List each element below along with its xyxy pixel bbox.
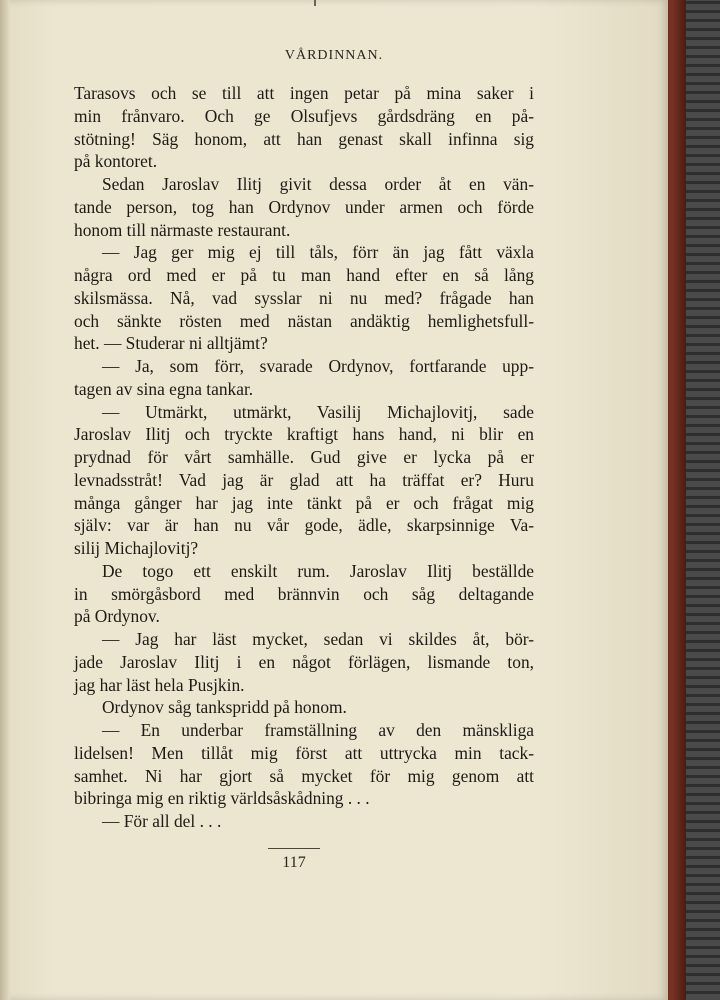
text-line: bibringa mig en riktig världsåskådning . . . [74, 788, 370, 809]
text-line: — Ja, som förr, svarade Ordynov, fortfarande upp- [102, 356, 534, 376]
text-line: Sedan Jaroslav Ilitj givit dessa order åt en vän- [102, 174, 534, 194]
text-line: prydnad för vårt samhälle. Gud give er lycka på er [74, 447, 534, 467]
text-line: honom till närmaste restaurant. [74, 219, 291, 240]
text-line: på Ordynov. [74, 606, 160, 627]
text-line: silij Michajlovitj? [74, 538, 199, 558]
text-line: själv: var är han nu vår gode, ädle, skarpsinnige Va- [74, 515, 534, 536]
background-surface [680, 0, 720, 1000]
text-line: De togo ett enskilt rum. Jaroslav Ilitj beställde [102, 560, 534, 581]
footer-rule [268, 848, 320, 849]
text-line: — En underbar framställning av den mänskliga [102, 720, 534, 740]
text-line: lidelsen! Men tillåt mig först att uttrycka min tack- [74, 742, 534, 763]
text-line: stötning! Säg honom, att han genast skall infinna sig [74, 128, 534, 149]
text-line: jade Jaroslav Ilitj i en något förlägen, lismande ton, [74, 651, 534, 672]
page-number: 117 [282, 854, 306, 871]
top-mark [314, 0, 316, 6]
body-text [74, 82, 534, 833]
text-line: Tarasovs och se till att ingen petar på mina saker i [74, 83, 534, 103]
text-line: Ordynov såg tankspridd på honom. [102, 697, 347, 718]
text-line: skilsmässa. Nå, vad sysslar ni nu med? frågade han [74, 287, 534, 308]
text-line: min frånvaro. Och ge Olsufjevs gårdsdräng en på- [74, 105, 534, 126]
text-line: in smörgåsbord med brännvin och såg deltagande [74, 583, 534, 604]
text-line: jag har läst hela Pusjkin. [74, 674, 245, 695]
text-line: på kontoret. [74, 151, 158, 172]
text-line: Jaroslav Ilitj och tryckte kraftigt hans hand, ni blir en [74, 424, 534, 445]
text-line: — Utmärkt, utmärkt, Vasilij Michajlovitj, sade [102, 401, 534, 422]
text-line: — Jag ger mig ej till tåls, förr än jag fått växla [102, 242, 534, 263]
text-line: tande person, tog han Ordynov under armen och förde [74, 196, 534, 217]
text-line: samhet. Ni har gjort så mycket för mig genom att [74, 765, 534, 786]
page-gutter [0, 0, 10, 1000]
text-line: några ord med er på tu man hand efter en så lång [74, 265, 534, 285]
text-line: tagen av sina egna tankar. [74, 378, 254, 399]
text-line: och sänkte rösten med nästan andäktig hemlighetsfull- [74, 310, 534, 331]
text-line: — Jag har läst mycket, sedan vi skildes åt, bör- [102, 629, 534, 649]
running-header: VÅRDINNAN. [284, 48, 384, 63]
text-line: många gånger har jag inte tänkt på er och frågat mig [74, 492, 534, 513]
text-line: het. — Studerar ni alltjämt? [74, 333, 268, 354]
text-line: levnadsstråt! Vad jag är glad att ha träffat er? Huru [74, 469, 534, 490]
text-line: — För all del . . . [102, 811, 222, 831]
